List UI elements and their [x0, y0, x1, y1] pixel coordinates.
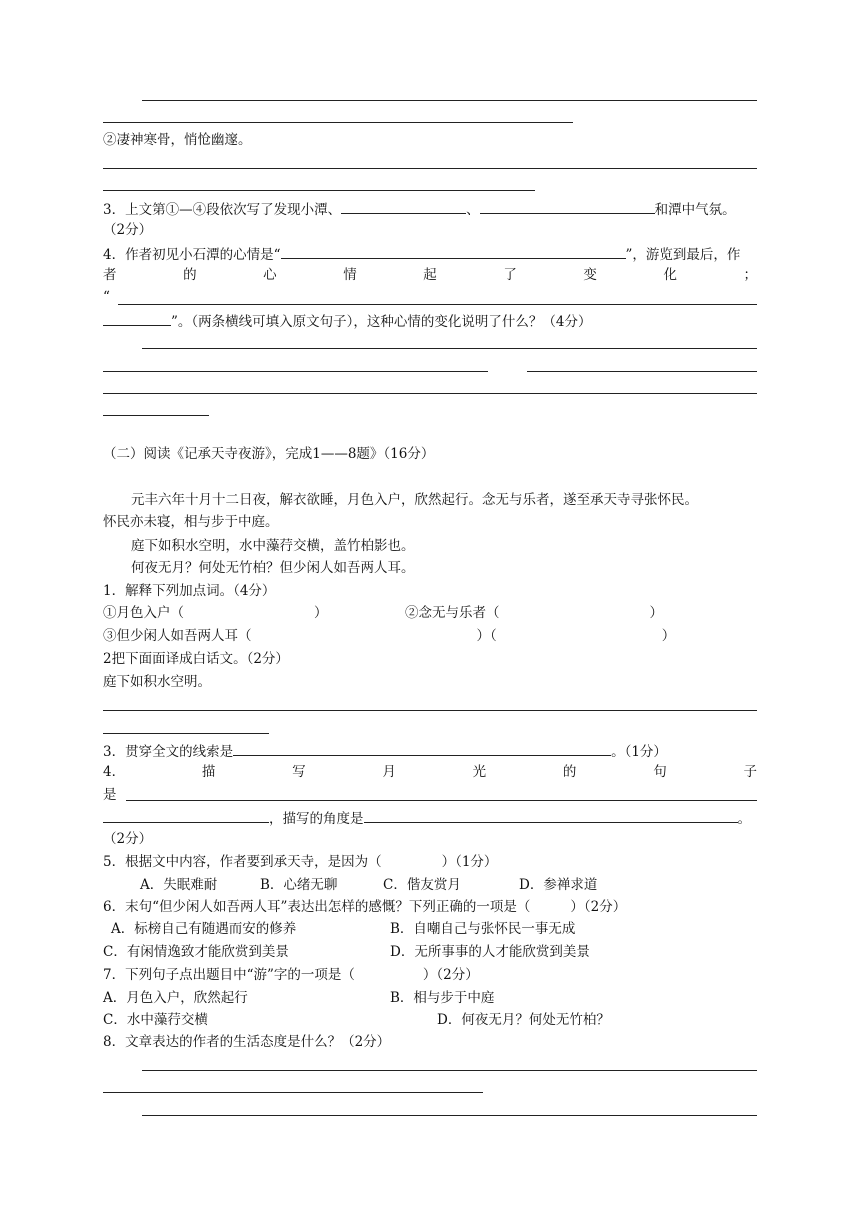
q7-option-b[interactable]: B．相与步于中庭	[390, 990, 495, 1006]
q5-option-a[interactable]: A．失眠难耐	[140, 877, 218, 893]
answer-line[interactable]	[126, 800, 757, 801]
q4-line3: ，描写的角度是 。	[103, 807, 751, 829]
sentence-2: ②凄神寒骨，悄怆幽邃。	[103, 132, 252, 148]
question-1-title: 1．解释下列加点词。（4分）	[103, 583, 276, 599]
answer-line	[142, 100, 757, 101]
question-8-stem: 8．文章表达的作者的生活态度是什么？（2分）	[103, 1034, 391, 1050]
blank-field[interactable]	[233, 740, 611, 756]
question-4-tail: ”。（两条横线可填入原文句子），这种心情的变化说明了什么？（4分）	[103, 310, 592, 332]
blank-field[interactable]	[341, 198, 466, 214]
answer-line	[103, 190, 535, 191]
question-6-stem: 6．末句“但少闲人如吾两人耳”表达出怎样的感慨？下列正确的一项是（ ）（2分）	[103, 899, 627, 915]
q7-option-c[interactable]: C．水中藻荇交横	[103, 1012, 208, 1028]
answer-line	[103, 122, 573, 123]
question-7-stem: 7．下列句子点出题目中“游”字的一项是（ ）（2分）	[103, 967, 479, 983]
passage-line: 何夜无月？何处无竹柏？但少闲人如吾两人耳。	[131, 560, 415, 576]
q7-option-d[interactable]: D．何夜无月？何处无竹柏？	[437, 1012, 610, 1028]
question-4-part1: 4．作者初见小石潭的心情是“ ”，游览到最后，作	[103, 243, 740, 265]
q7-option-a[interactable]: A．月色入户，欣然起行	[103, 990, 248, 1006]
question-2-sentence: 庭下如积水空明。	[103, 674, 211, 690]
blank-field[interactable]	[480, 198, 655, 214]
question-3-part1: 3．上文第①—④段依次写了发现小潭、 、 和潭中气氛。	[103, 198, 736, 220]
q6-option-b[interactable]: B．自嘲自己与张怀民一事无成	[390, 921, 576, 937]
q6-option-a[interactable]: A．标榜自己有随遇而安的修养	[111, 921, 297, 937]
open-quote: “	[103, 289, 110, 305]
score-label: （2分）	[103, 222, 153, 238]
q1-item-c: ③但少闲人如吾两人耳（ ）（ ）	[103, 628, 676, 644]
answer-line	[103, 371, 488, 372]
passage-line: 庭下如积水空明，水中藻荇交横，盖竹柏影也。	[131, 538, 415, 554]
question-4-justified-line: 者 的 心 情 起 了 变 化 ；	[103, 267, 757, 283]
blank-field[interactable]	[103, 310, 171, 326]
q5-option-d[interactable]: D．参禅求道	[519, 877, 598, 893]
answer-line[interactable]	[103, 733, 269, 734]
answer-line[interactable]	[103, 710, 757, 711]
q1-item-a: ①月色入户（ ）	[103, 605, 328, 621]
q1-item-b: ②念无与乐者（ ）	[405, 605, 663, 621]
q5-option-c[interactable]: C．偕友赏月	[383, 877, 461, 893]
answer-line	[103, 415, 209, 416]
answer-line[interactable]	[142, 1070, 757, 1071]
section-heading: （二）阅读《记承天寺夜游》，完成1——8题》（16分）	[103, 446, 435, 462]
answer-line[interactable]	[118, 304, 757, 305]
question-4-justified-line: 4． 描 写 月 光 的 句 子	[103, 764, 757, 780]
passage-line: 元丰六年十月十二日夜，解衣欲睡，月色入户，欣然起行。念无与乐者，遂至承天寺寻张怀民。	[131, 492, 698, 508]
answer-line	[103, 393, 757, 394]
q6-option-d[interactable]: D．无所事事的人才能欣赏到美景	[390, 944, 590, 960]
question-2-title: 2把下面面译成白话文。（2分）	[103, 651, 289, 667]
answer-line[interactable]	[142, 1115, 757, 1116]
blank-field[interactable]	[364, 807, 738, 823]
answer-line[interactable]	[103, 1092, 483, 1093]
q6-option-c[interactable]: C．有闲情逸致才能欣赏到美景	[103, 944, 289, 960]
question-5-stem: 5．根据文中内容，作者要到承天寺，是因为（ ）（1分）	[103, 854, 498, 870]
q5-option-b[interactable]: B．心绪无聊	[260, 877, 338, 893]
score-label: （2分）	[103, 831, 153, 847]
blank-field[interactable]	[103, 807, 269, 823]
passage-line: 怀民亦未寝，相与步于中庭。	[103, 514, 279, 530]
answer-line	[103, 168, 757, 169]
answer-line	[527, 371, 757, 372]
answer-line	[142, 348, 757, 349]
blank-field[interactable]	[281, 243, 626, 259]
question-3: 3．贯穿全文的线索是 。（1分）	[103, 740, 667, 762]
q4-line2-prefix: 是	[103, 787, 117, 803]
